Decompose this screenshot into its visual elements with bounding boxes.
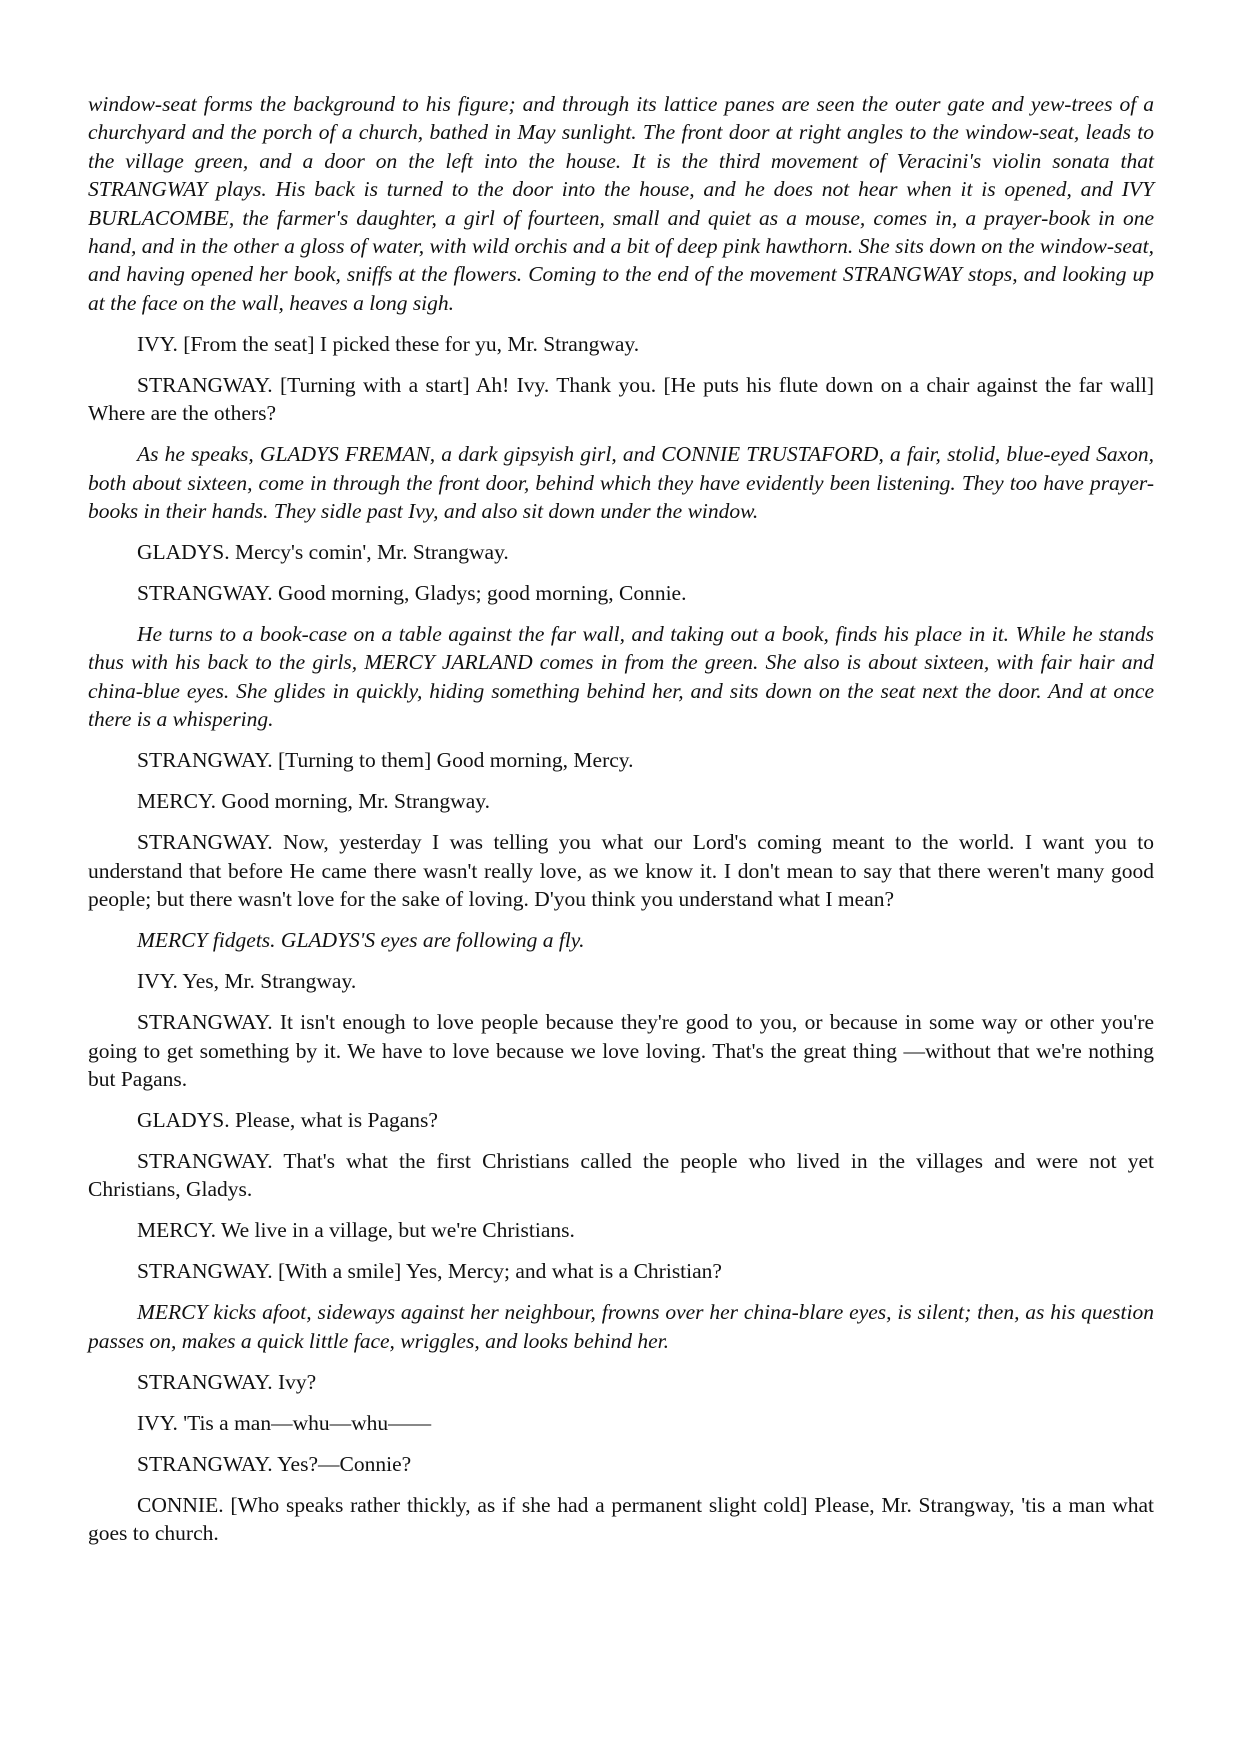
dialogue-ivy-flowers: IVY. [From the seat] I picked these for yu, Mr. Strangway. <box>137 331 640 356</box>
stage-direction-opening: window-seat forms the background to his figure; and through its lattice panes are seen the outer gate and yew-trees of a churchyard and the porch of a church, bathed in May sunlight. The front door at right angles to the window-seat, leads to the village green, and a door on the left into the house. It is the third movement of Veracini's violin sonata that STRANGWAY plays. His back is turned to the door into the house, and he does not hear when it is opened, and IVY BURLACOMBE, the farmer's daughter, a girl of fourteen, small and quiet as a mouse, comes in, a prayer-book in one hand, and in the other a gloss of water, with wild orchis and a bit of deep pink hawthorn. She sits down on the window-seat, and having opened her book, sniffs at the flowers. Coming to the end of the movement STRANGWAY stops, and looking up at the face on the wall, heaves a long sigh. <box>88 92 1154 315</box>
dialogue-strangway-ivy: STRANGWAY. Ivy? <box>137 1369 317 1394</box>
dialogue-mercy-reply: MERCY. Good morning, Mr. Strangway. <box>137 789 490 814</box>
dialogue-strangway-love: STRANGWAY. It isn't enough to love people because they're good to you, or because in some way or other you're going to get something by it. We have to love because we love loving. That's the great thing —without that we're nothing but Pagans. <box>88 1010 1154 1091</box>
dialogue-strangway-mercy: STRANGWAY. [Turning to them] Good morning, Mercy. <box>137 748 634 773</box>
dialogue-ivy-man: IVY. 'Tis a man—whu—whu—— <box>137 1410 432 1435</box>
document-page <box>88 90 1154 1560</box>
dialogue-strangway-lesson: STRANGWAY. Now, yesterday I was telling you what our Lord's coming meant to the world. I want you to understand that before He came there wasn't really love, as we know it. I don't mean to say that there weren't many good people; but there wasn't love for the sake of loving. D'you think you understand what I mean? <box>88 830 1154 912</box>
dialogue-gladys-pagans: GLADYS. Please, what is Pagans? <box>137 1107 438 1132</box>
dialogue-strangway-connie: STRANGWAY. Yes?—Connie? <box>137 1451 412 1476</box>
dialogue-strangway-christian: STRANGWAY. [With a smile] Yes, Mercy; and what is a Christian? <box>137 1259 722 1284</box>
stage-direction-fidgets: MERCY fidgets. GLADYS'S eyes are following a fly. <box>137 928 585 953</box>
stage-direction-mercy-kicks: MERCY kicks afoot, sideways against her neighbour, frowns over her china-blare eyes, is silent; then, as his question passes on, makes a quick little face, wriggles, and looks behind her. <box>88 1300 1154 1353</box>
dialogue-mercy-village: MERCY. We live in a village, but we're Christians. <box>137 1218 575 1243</box>
dialogue-strangway-pagans: STRANGWAY. That's what the first Christians called the people who lived in the villages and were not yet Christians, Gladys. <box>88 1148 1154 1202</box>
dialogue-connie-church: CONNIE. [Who speaks rather thickly, as if she had a permanent slight cold] Please, Mr. Strangway, 'tis a man what goes to church. <box>88 1492 1154 1546</box>
dialogue-gladys-mercy-coming: GLADYS. Mercy's comin', Mr. Strangway. <box>137 540 509 565</box>
dialogue-strangway-greeting: STRANGWAY. [Turning with a start] Ah! Ivy. Thank you. [He puts his flute down on a chair against the far wall] Where are the others? <box>88 372 1154 426</box>
dialogue-ivy-yes: IVY. Yes, Mr. Strangway. <box>137 969 357 994</box>
dialogue-strangway-good-morning: STRANGWAY. Good morning, Gladys; good morning, Connie. <box>137 581 687 606</box>
stage-direction-girls-enter: As he speaks, GLADYS FREMAN, a dark gipsyish girl, and CONNIE TRUSTAFORD, a fair, stolid, blue-eyed Saxon, both about sixteen, come in through the front door, behind which they have evidently been listening. They too have prayer-books in their hands. They sidle past Ivy, and also sit down under the window. <box>88 442 1154 524</box>
stage-direction-mercy-enters: He turns to a book-case on a table against the far wall, and taking out a book, finds his place in it. While he stands thus with his back to the girls, MERCY JARLAND comes in from the green. She also is about sixteen, with fair hair and china-blue eyes. She glides in quickly, hiding something behind her, and sits down on the seat next the door. And at once there is a whispering. <box>88 622 1154 732</box>
